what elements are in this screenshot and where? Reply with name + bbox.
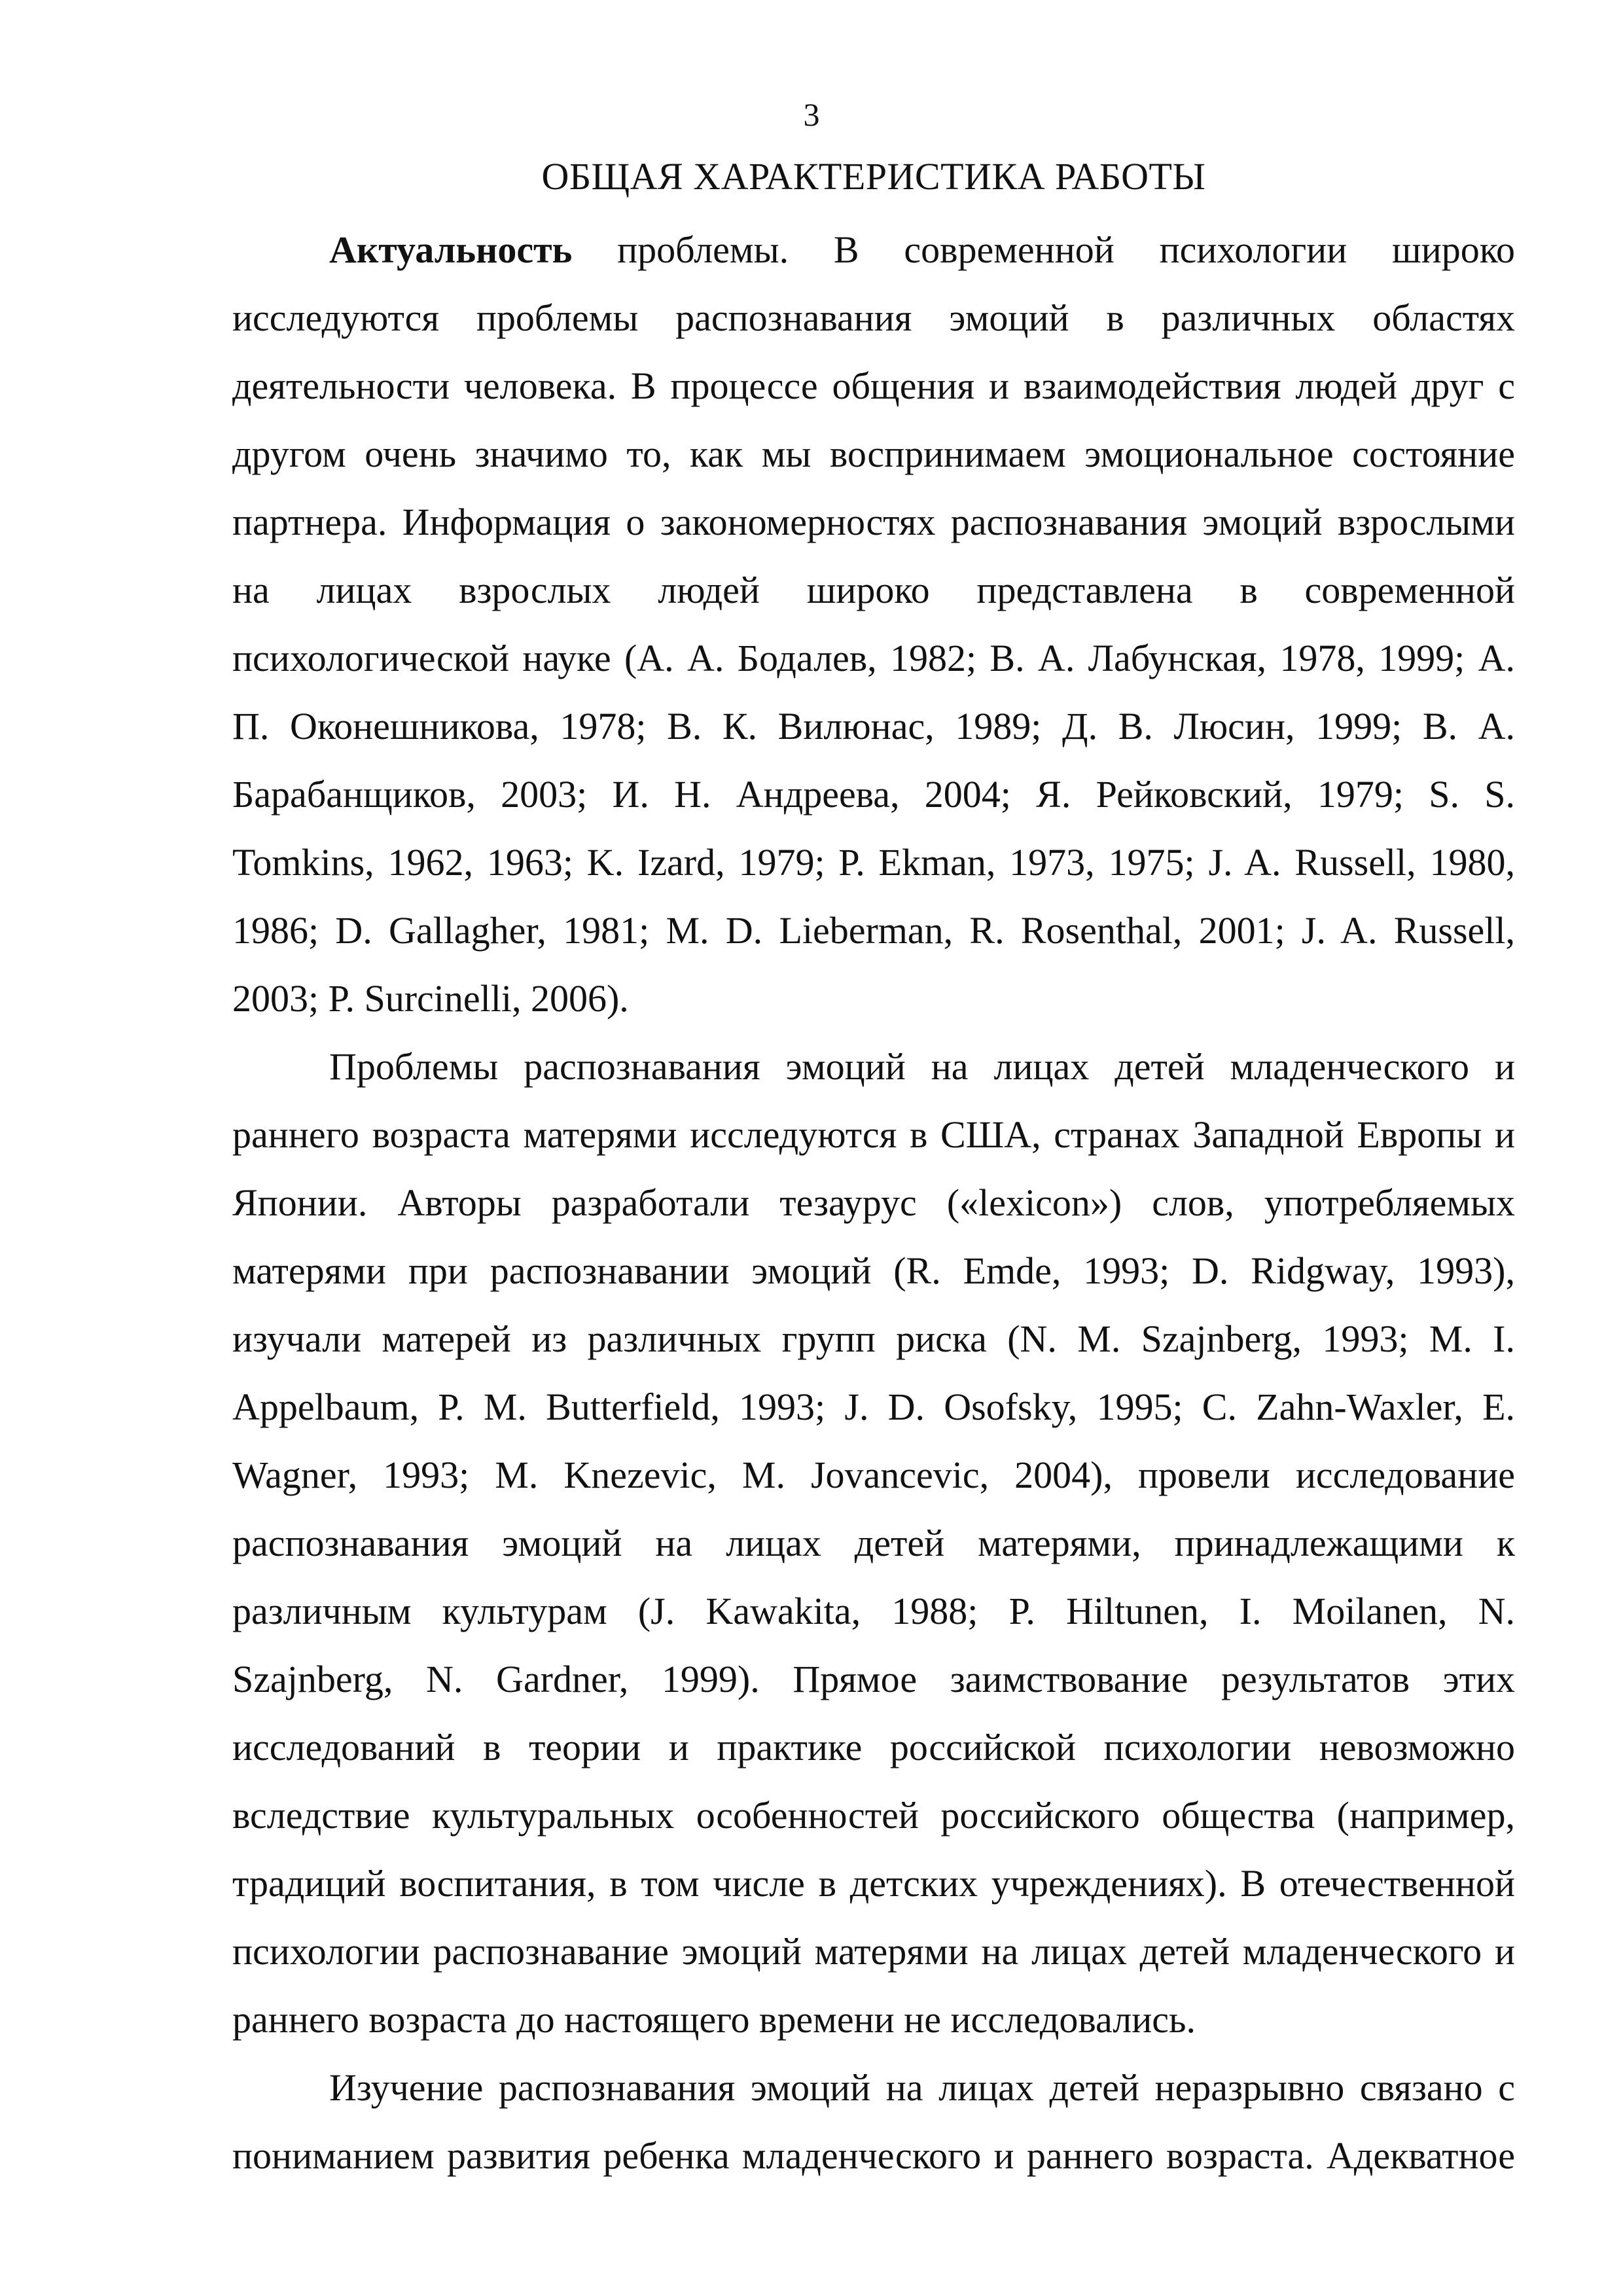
text-line: психологической науке (А. А. Бодалев, 1982; В. А. Лабунская, 1978, 1999; А. [232,637,1515,679]
text-line: 1986; D. Gallagher, 1981; M. D. Lieberman, R. Rosenthal, 2001; J. A. Russell, [232,909,1515,952]
text-line: П. Оконешникова, 1978; В. К. Вилюнас, 1989; Д. В. Люсин, 1999; В. А. [232,705,1515,747]
text-line: матерями при распознавании эмоций (R. Emde, 1993; D. Ridgway, 1993), [232,1249,1515,1292]
text-line: вследствие культуральных особенностей российского общества (например, [232,1794,1515,1837]
section-heading: ОБЩАЯ ХАРАКТЕРИСТИКА РАБОТЫ [541,155,1206,198]
text-line: распознавания эмоций на лицах детей матерями, принадлежащими к [232,1522,1515,1564]
text-line: Проблемы распознавания эмоций на лицах детей младенческого и [329,1045,1515,1088]
body-text [232,216,1515,2190]
text-line: исследований в теории и практике российской психологии невозможно [232,1726,1515,1768]
text-line: психологии распознавание эмоций матерями на лицах детей младенческого и [232,1930,1515,1973]
text-line: раннего возраста матерями исследуются в США, странах Западной Европы и [232,1113,1515,1156]
text-line: Актуальность проблемы. В современной психологии широко [329,228,1515,271]
page-number: 3 [803,96,820,133]
paragraph-child-development [232,2054,1515,2190]
text-line: Szajnberg, N. Gardner, 1999). Прямое заимствование результатов этих [232,1658,1515,1700]
text-line: пониманием развития ребенка младенческого и раннего возраста. Адекватное [232,2134,1515,2177]
text-line: Барабанщиков, 2003; И. Н. Андреева, 2004; Я. Рейковский, 1979; S. S. [232,773,1515,816]
text-line: традиций воспитания, в том числе в детских учреждениях). В отечественной [232,1862,1515,1905]
text-line: Appelbaum, P. M. Butterfield, 1993; J. D. Osofsky, 1995; C. Zahn-Waxler, E. [232,1386,1515,1428]
text-line: другом очень значимо то, как мы воспринимаем эмоциональное состояние [232,433,1515,475]
text-line: 2003; P. Surcinelli, 2006). [232,977,629,1020]
text-line: деятельности человека. В процессе общения и взаимодействия людей друг с [232,365,1515,407]
paragraph-research-abroad [232,1033,1515,2054]
text-line: Изучение распознавания эмоций на лицах детей неразрывно связано с [329,2066,1515,2109]
text-line: исследуются проблемы распознавания эмоций в различных областях [232,296,1515,339]
text-line: раннего возраста до настоящего времени не исследовались. [232,1998,1196,2041]
text-line: партнера. Информация о закономерностях распознавания эмоций взрослыми [232,501,1515,543]
paragraph-relevance [232,216,1515,1033]
text-line: на лицах взрослых людей широко представлена в современной [232,569,1515,611]
text-line: различным культурам (J. Kawakita, 1988; P. Hiltunen, I. Moilanen, N. [232,1590,1515,1632]
paragraph-lead: Актуальность [329,228,573,271]
text-line: изучали матерей из различных групп риска (N. M. Szajnberg, 1993; M. I. [232,1318,1515,1360]
text-line: Tomkins, 1962, 1963; K. Izard, 1979; P. Ekman, 1973, 1975; J. A. Russell, 1980, [232,841,1515,884]
text-line: Wagner, 1993; M. Knezevic, M. Jovancevic, 2004), провели исследование [232,1454,1515,1496]
text-line: Японии. Авторы разработали тезаурус («lexicon») слов, употребляемых [232,1181,1515,1224]
